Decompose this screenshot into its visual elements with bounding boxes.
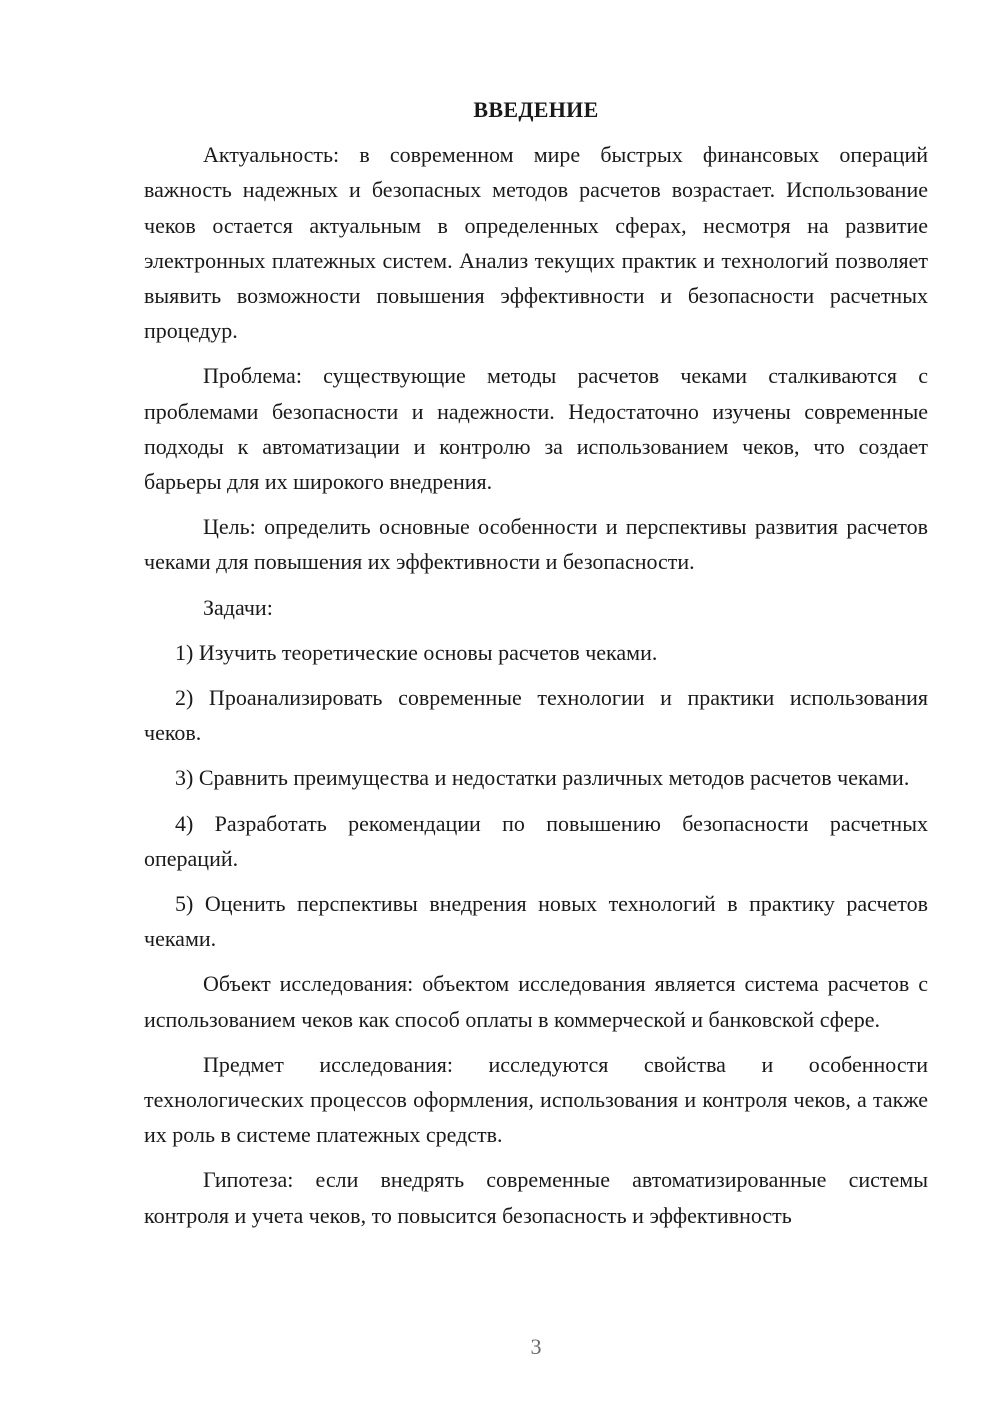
paragraph-relevance: Актуальность: в современном мире быстрых финансовых операций важность надежных и безопасных методов расчетов возрастает. Использование чеков остается актуальным в определенных сферах, несмотря на развитие электронных платежных систем. Анализ текущих практик и технологий позволяет выявить возможности повышения эффективности и безопасности расчетных процедур. [144,142,928,344]
section-heading: ВВЕДЕНИЕ [473,97,599,122]
task-item-1: 1) Изучить теоретические основы расчетов чеками. [175,639,658,665]
paragraph-hypothesis: Гипотеза: если внедрять современные автоматизированные системы контроля и учета чеков, то повысится безопасность и эффективность [144,1167,928,1228]
paragraph-tasks-label: Задачи: [203,594,273,620]
task-item-5: 5) Оценить перспективы внедрения новых технологий в практику расчетов чеками. [144,891,928,952]
page-number: 3 [530,1334,542,1359]
task-item-2: 2) Проанализировать современные технологии и практики использования чеков. [144,685,928,746]
task-item-3: 3) Сравнить преимущества и недостатки различных методов расчетов чеками. [175,765,910,791]
paragraph-object: Объект исследования: объектом исследования является система расчетов с использованием чеков как способ оплаты в коммерческой и банковской сфере. [144,971,928,1032]
paragraph-goal: Цель: определить основные особенности и перспективы развития расчетов чеками для повышения их эффективности и безопасности. [144,514,928,575]
paragraph-subject: Предмет исследования: исследуются свойства и особенности технологических процессов оформления, использования и контроля чеков, а также их роль в системе платежных средств. [144,1051,928,1148]
paragraph-problem: Проблема: существующие методы расчетов чеками сталкиваются с проблемами безопасности и надежности. Недостаточно изучены современные подходы к автоматизации и контролю за использованием чеков, что создает барьеры для их широкого внедрения. [144,363,928,495]
document-page [144,92,928,1243]
task-item-4: 4) Разработать рекомендации по повышению безопасности расчетных операций. [144,810,928,871]
